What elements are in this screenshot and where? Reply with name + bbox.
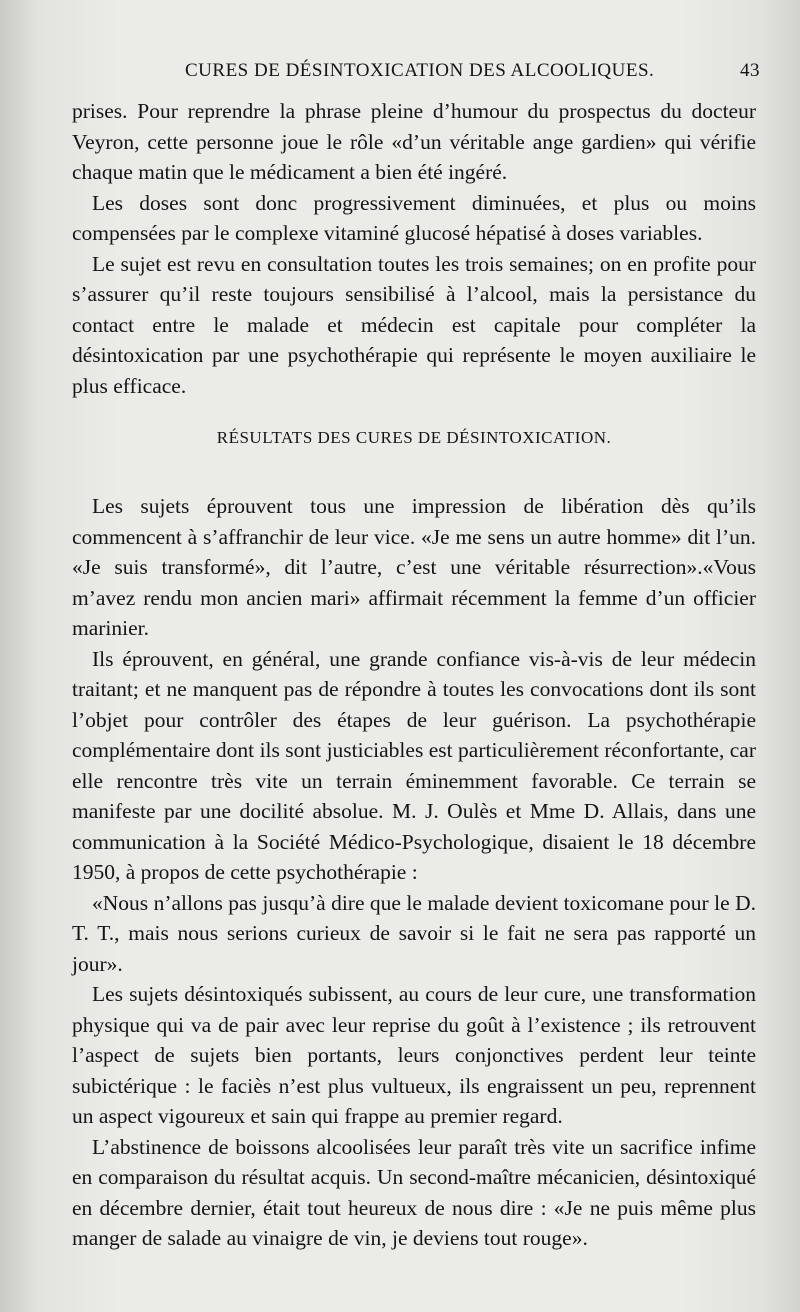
body-text-bottom xyxy=(72,491,756,1254)
paragraph: prises. Pour reprendre la phrase pleine d’humour du prospectus du docteur Veyron, cette personne joue le rôle «d’un véritable ange gardien» qui vérifie chaque matin que le médicament a bien été ingéré. xyxy=(72,99,756,184)
paragraph: Les sujets désintoxiqués subissent, au cours de leur cure, une transformation physique qui va de pair avec leur reprise du goût à l’existence ; ils retrouvent l’aspect de sujets bien portants, leurs conjonctives perdent leur teinte subictérique : le faciès n’est plus vultueux, ils engraissent un peu, reprennent un aspect vigoureux et sain qui frappe au premier regard. xyxy=(72,982,756,1128)
paragraph: Le sujet est revu en consultation toutes les trois semaines; on en profite pour s’assurer qu’il reste toujours sensibilisé à l’alcool, mais la persistance du contact entre le malade et médecin est capitale pour compléter la désintoxication par une psychothérapie qui représente le moyen auxiliaire le plus efficace. xyxy=(72,251,756,398)
paragraph: L’abstinence de boissons alcoolisées leur paraît très vite un sacrifice infime en comparaison du résultat acquis. Un second-maître mécanicien, désintoxiqué en décembre dernier, était tout heureux de nous dire : «Je ne puis même plus manger de salade au vinaigre de vin, je deviens tout rouge». xyxy=(72,1134,756,1250)
paragraph: Ils éprouvent, en général, une grande confiance vis-à-vis de leur médecin traitant; et ne manquent pas de répondre à toutes les convocations dont ils sont l’objet pour contrôler des étapes de leur guérison. La psychothérapie complémentaire dont ils sont justiciables est particulièrement réconfortante, car elle rencontre très vite un terrain éminemment favorable. Ce terrain se manifeste par une docilité absolue. M. J. Oulès et Mme D. Allais, dans une communication à la Société Médico-Psychologique, disaient le 18 décembre 1950, à propos de cette psychothérapie : xyxy=(72,646,756,884)
paragraph: «Nous n’allons pas jusqu’à dire que le malade devient toxicomane pour le D. T. T., mais nous serions curieux de savoir si le fait ne sera pas rapporté un jour». xyxy=(72,890,756,976)
section-heading: RÉSULTATS DES CURES DE DÉSINTOXICATION. xyxy=(216,428,612,447)
body-text-top xyxy=(72,96,756,401)
paragraph: Les sujets éprouvent tous une impression de libération dès qu’ils commencent à s’affranchir de leur vice. «Je me sens un autre homme» dit l’un. «Je suis transformé», dit l’autre, c’est une véritable résurrection».«Vous m’avez rendu mon ancien mari» affirmait récemment la femme d’un officier marinier. xyxy=(72,494,756,640)
running-title: CURES DE DÉSINTOXICATION DES ALCOOLIQUES. xyxy=(185,60,655,81)
page-number: 43 xyxy=(740,60,760,81)
paragraph: Les doses sont donc progressivement diminuées, et plus ou moins compensées par le complexe vitaminé glucosé hépatisé à doses variables. xyxy=(72,190,756,245)
running-head xyxy=(70,60,760,90)
